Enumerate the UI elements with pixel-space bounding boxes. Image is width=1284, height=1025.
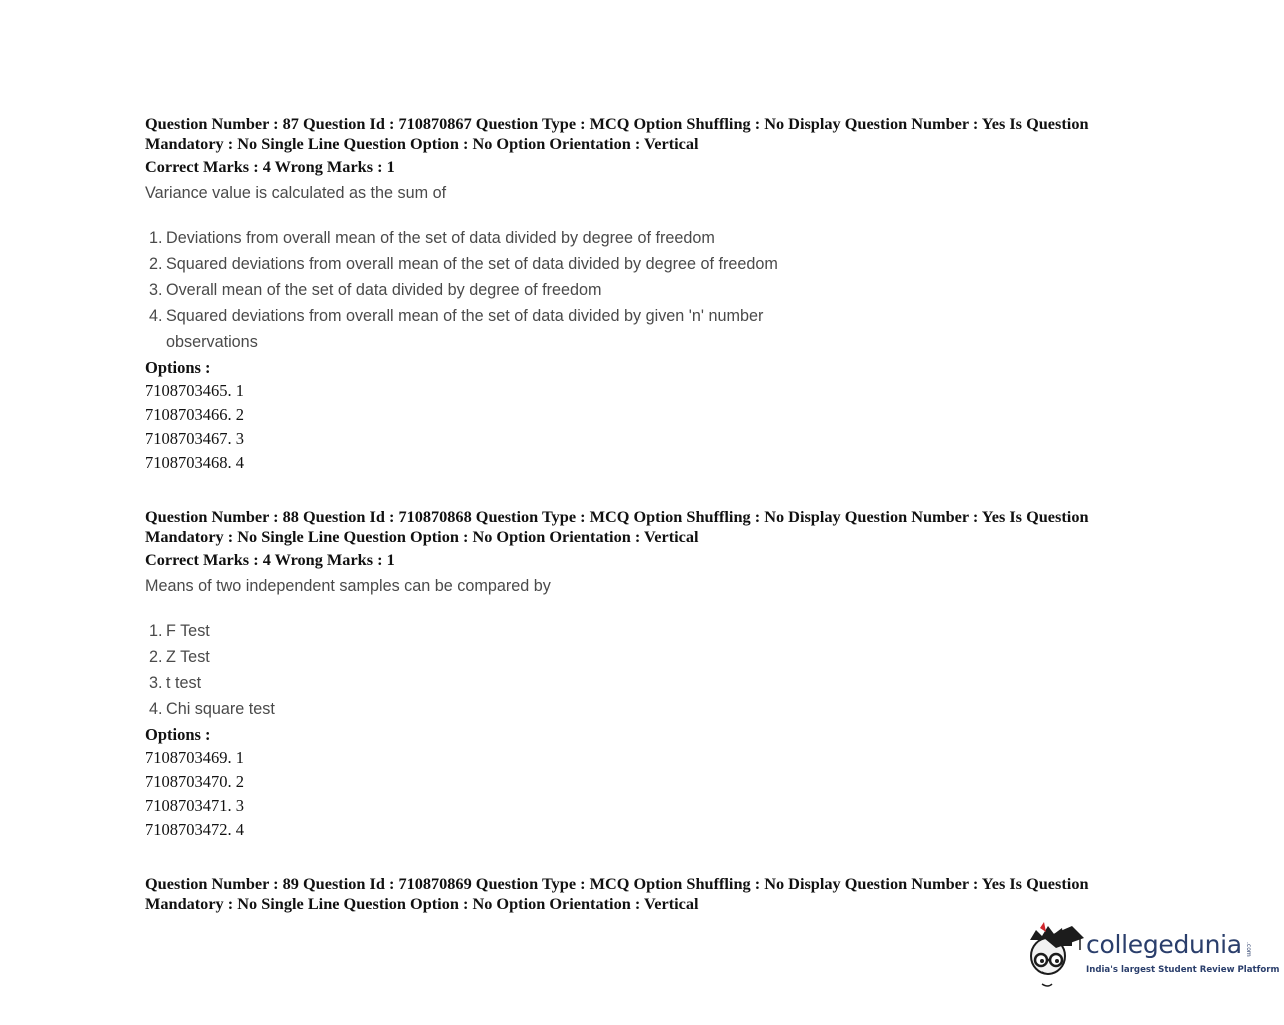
question-stem: Means of two independent samples can be compared by (145, 577, 551, 595)
choice-text: Squared deviations from overall mean of the set of data divided by given 'n' number observations (166, 307, 764, 351)
choice-item (149, 670, 1155, 696)
choice-text: Overall mean of the set of data divided by degree of freedom (166, 281, 602, 299)
option-id: 7108703467. 3 (145, 429, 244, 448)
question-87 (145, 114, 1155, 475)
choice-number: 2. (149, 648, 163, 666)
choice-text: F Test (166, 622, 210, 640)
option-id: 7108703466. 2 (145, 405, 244, 424)
choice-text: Squared deviations from overall mean of the set of data divided by degree of freedom (166, 255, 778, 273)
choice-item (149, 251, 1155, 277)
question-meta: Question Number : 88 Question Id : 710870868 Question Type : MCQ Option Shuffling : No Display Question Number : Yes Is Question Mandatory : No Single Line Question Option : No Option Orientation : Vertical (145, 507, 1089, 546)
logo-suffix: .com (1245, 942, 1252, 957)
graduate-mascot-icon (1022, 918, 1086, 990)
answer-choices (145, 225, 1155, 355)
option-id: 7108703471. 3 (145, 796, 244, 815)
choice-item (149, 618, 1155, 644)
option-id: 7108703472. 4 (145, 820, 244, 839)
choice-text: Z Test (166, 648, 210, 666)
question-meta: Question Number : 87 Question Id : 710870867 Question Type : MCQ Option Shuffling : No Display Question Number : Yes Is Question Mandatory : No Single Line Question Option : No Option Orientation : Vertical (145, 114, 1089, 153)
options-heading: Options : (145, 725, 211, 744)
answer-choices (145, 618, 1155, 722)
choice-item (149, 277, 1155, 303)
options-heading: Options : (145, 358, 211, 377)
choice-number: 3. (149, 674, 163, 692)
choice-item (149, 644, 1155, 670)
question-89 (145, 874, 1155, 913)
question-meta: Question Number : 89 Question Id : 710870869 Question Type : MCQ Option Shuffling : No Display Question Number : Yes Is Question Mandatory : No Single Line Question Option : No Option Orientation : Vertical (145, 874, 1089, 913)
choice-text: Chi square test (166, 700, 275, 718)
choice-number: 3. (149, 281, 163, 299)
option-id: 7108703465. 1 (145, 381, 244, 400)
choice-number: 4. (149, 307, 163, 325)
choice-number: 1. (149, 622, 163, 640)
collegedunia-logo[interactable] (1022, 918, 1280, 990)
option-id: 7108703469. 1 (145, 748, 244, 767)
choice-number: 4. (149, 700, 163, 718)
choice-number: 2. (149, 255, 163, 273)
choice-item (149, 303, 1155, 355)
choice-text: t test (166, 674, 202, 692)
choice-item (149, 696, 1155, 722)
question-88 (145, 507, 1155, 842)
question-stem: Variance value is calculated as the sum of (145, 184, 447, 202)
choice-item (149, 225, 1155, 251)
choice-number: 1. (149, 229, 163, 247)
question-marks: Correct Marks : 4 Wrong Marks : 1 (145, 157, 395, 176)
question-marks: Correct Marks : 4 Wrong Marks : 1 (145, 550, 395, 569)
choice-text: Deviations from overall mean of the set of data divided by degree of freedom (166, 229, 715, 247)
option-id: 7108703470. 2 (145, 772, 244, 791)
logo-wordmark: collegedunia (1086, 930, 1242, 959)
logo-tagline: India's largest Student Review Platform (1086, 965, 1280, 975)
option-id: 7108703468. 4 (145, 453, 244, 472)
